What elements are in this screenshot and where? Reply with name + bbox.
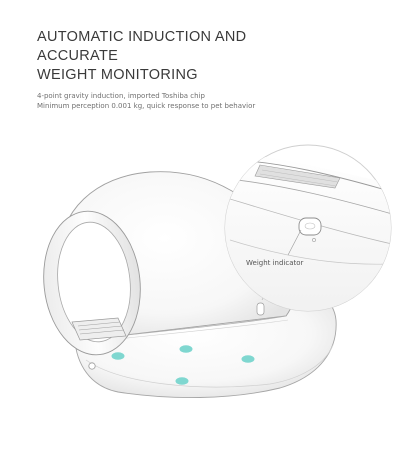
side-button-icon <box>89 363 95 369</box>
heading <box>37 28 246 85</box>
description-line: Minimum perception 0.001 kg, quick response to pet behavior <box>37 102 256 110</box>
sensor-dot <box>242 355 255 363</box>
heading-line: WEIGHT MONITORING <box>37 67 198 83</box>
sensor-dot <box>180 345 193 353</box>
weight-indicator-label: Weight indicator <box>246 259 304 267</box>
weight-indicator-icon <box>257 303 264 315</box>
heading-line: AUTOMATIC INDUCTION AND <box>37 29 247 45</box>
description <box>37 91 255 111</box>
zoom-weight-indicator-icon <box>299 218 321 235</box>
heading-line: ACCURATE <box>37 48 119 64</box>
description-line: 4-point gravity induction, imported Toshiba chip <box>37 92 205 100</box>
sensor-dot <box>112 352 125 360</box>
entrance-step <box>72 318 126 340</box>
sensor-dot <box>176 377 189 385</box>
